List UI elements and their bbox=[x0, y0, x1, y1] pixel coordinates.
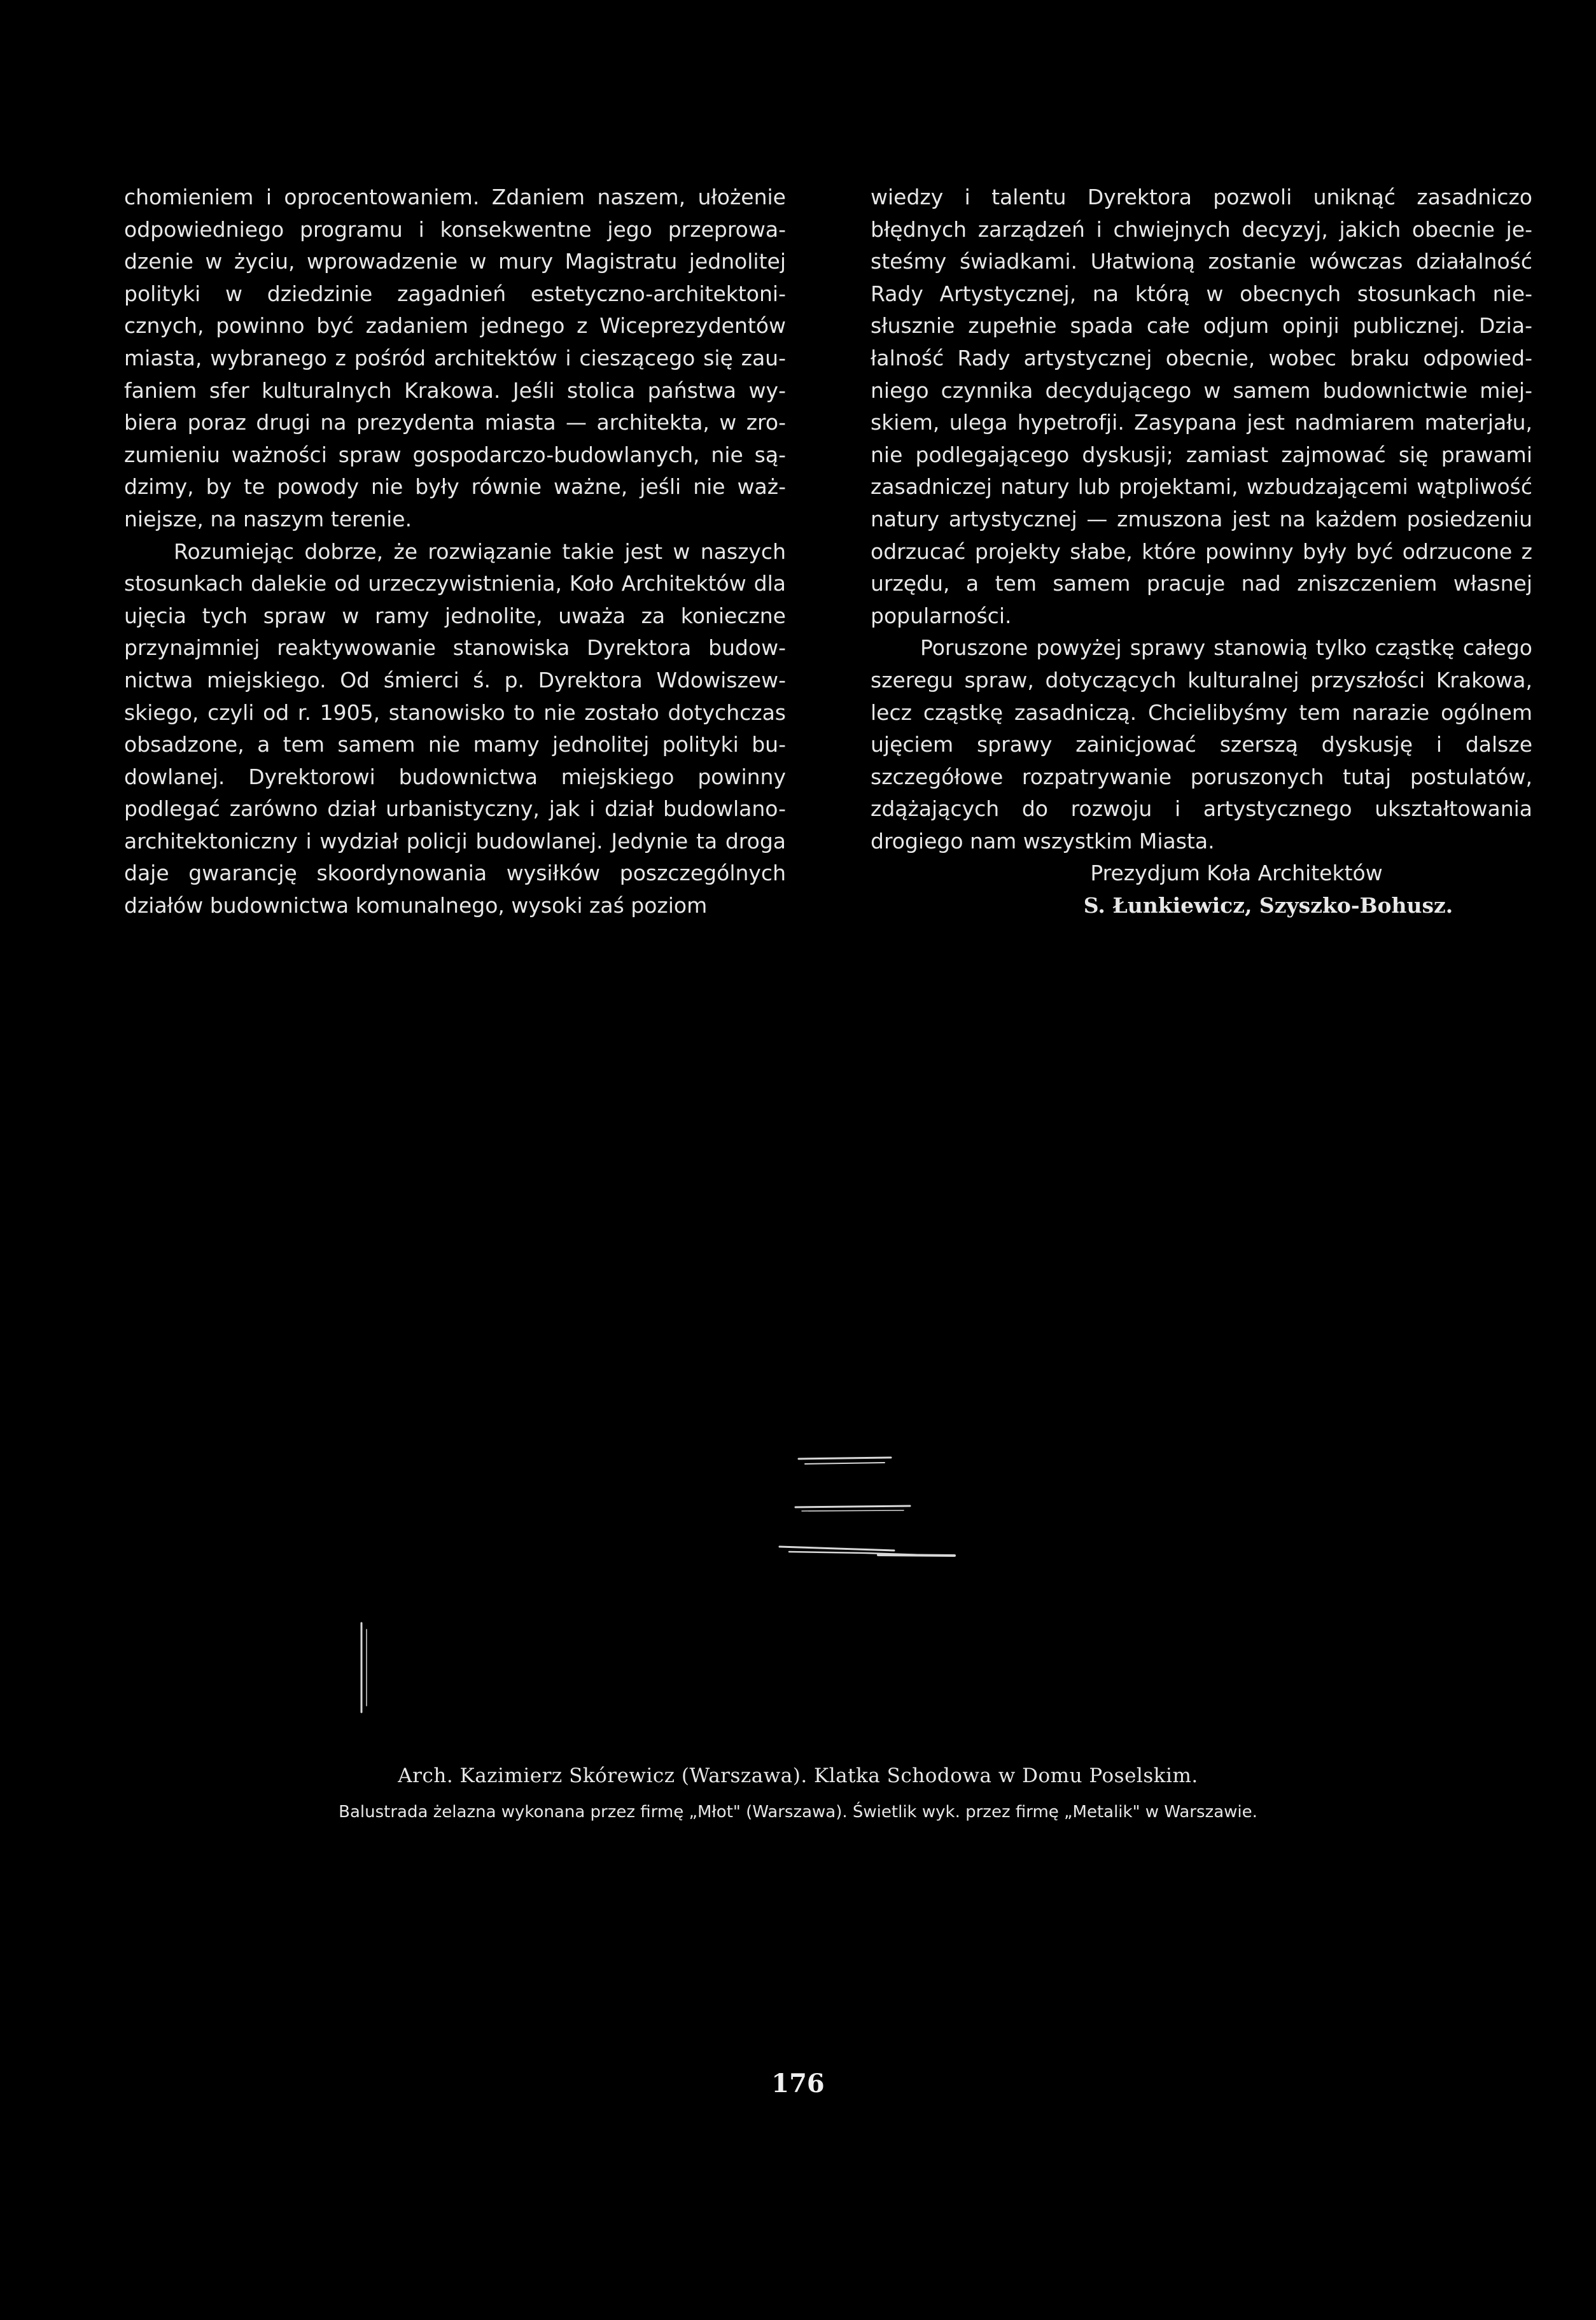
paragraph: Rozumiejąc dobrze, że rozwiązanie takie jest w naszych stosunkach dalekie od urzeczywistnienia, Koło Architektów dla ujęcia tych spraw w ramy jednolite, uważa za konieczne przynajmniej reaktywowanie stanowiska Dyrektora budownictwa miejskiego. Od śmierci ś. p. Dyrektora Wdowiszewskiego, czyli od r. 1905, stanowisko to nie zostało dotychczas obsadzone, a tem samem nie mamy jednolitej polityki budowlanej. Dyrektorowi budownictwa miejskiego powinny podlegać zarówno dział urbanistyczny, jak i dział budowlano-architektoniczny i wydział policji budowlanej. Jedynie ta droga daje gwarancję skoordynowania wysiłków poszczególnych działów budownictwa komunalnego, wysoki zaś poziom bbox=[124, 538, 786, 918]
figure-caption-credits: Balustrada żelazna wykonana przez firmę „Młot" (Warszawa). Świetlik wyk. przez firmę „Metalik" w Warszawie. bbox=[339, 1803, 1257, 1822]
signature-role: Prezydjum Koła Architektów bbox=[1090, 861, 1383, 886]
signature-names: S. Łunkiewicz, Szyszko-Bohusz. bbox=[1083, 893, 1453, 918]
paragraph: Poruszone powyżej sprawy stanowią tylko cząstkę całego szeregu spraw, dotyczących kulturalnej przyszłości Krakowa, lecz cząstkę zasadniczą. Chcielibyśmy tem narazie ogólnem ujęciem sprawy zainicjować szerszą dyskusję i dalsze szczegółowe rozpatrywanie poruszonych tutaj postulatów, zdążających do rozwoju i artystycznego ukształtowania drogiego nam wszystkim Miasta. bbox=[871, 635, 1532, 854]
paragraph: chomieniem i oprocentowaniem. Zdaniem naszem, ułożenie odpowiedniego programu i konsekwentne jego przeprowadzenie w życiu, wprowadzenie w mury Magistratu jednolitej polityki w dziedzinie zagadnień estetyczno-architektonicznych, powinno być zadaniem jednego z Wiceprezydentów miasta, wybranego z pośród architektów i cieszącego się zaufaniem sfer kulturalnych Krakowa. Jeśli stolica państwa wybiera poraz drugi na prezydenta miasta — architekta, w zrozumieniu ważności spraw gospodarczo-budowlanych, nie sądzimy, by te powody nie były równie ważne, jeśli nie ważniejsze, na naszym terenie. bbox=[124, 185, 786, 531]
page-number: 176 bbox=[771, 2069, 825, 2099]
figure-caption-title: Arch. Kazimierz Skórewicz (Warszawa). Klatka Schodowa w Domu Poselskim. bbox=[398, 1764, 1198, 1787]
staircase-photo bbox=[356, 1400, 1235, 1731]
paragraph: wiedzy i talentu Dyrektora pozwoli uniknąć zasadniczo błędnych zarządzeń i chwiejnych decyzyj, jakich obecnie jesteśmy świadkami. Ułatwioną zostanie wówczas działalność Rady Artystycznej, na którą w obecnych stosunkach niesłusznie zupełnie spada całe odjum opinji publicznej. Działalność Rady artystycznej obecnie, wobec braku odpowiedniego czynnika decydującego w samem budownictwie miejskiem, ulega hypetrofji. Zasypana jest nadmiarem materjału, nie podlegającego dyskusji; zamiast zajmować się prawami zasadniczej natury lub projektami, wzbudzającemi wątpliwość natury artystycznej — zmuszona jest na każdem posiedzeniu odrzucać projekty słabe, które powinny były być odrzucone z urzędu, a tem samem pracuje nad zniszczeniem własnej popularności. bbox=[871, 185, 1532, 628]
left-text-column bbox=[124, 181, 786, 922]
right-text-column bbox=[871, 181, 1532, 922]
